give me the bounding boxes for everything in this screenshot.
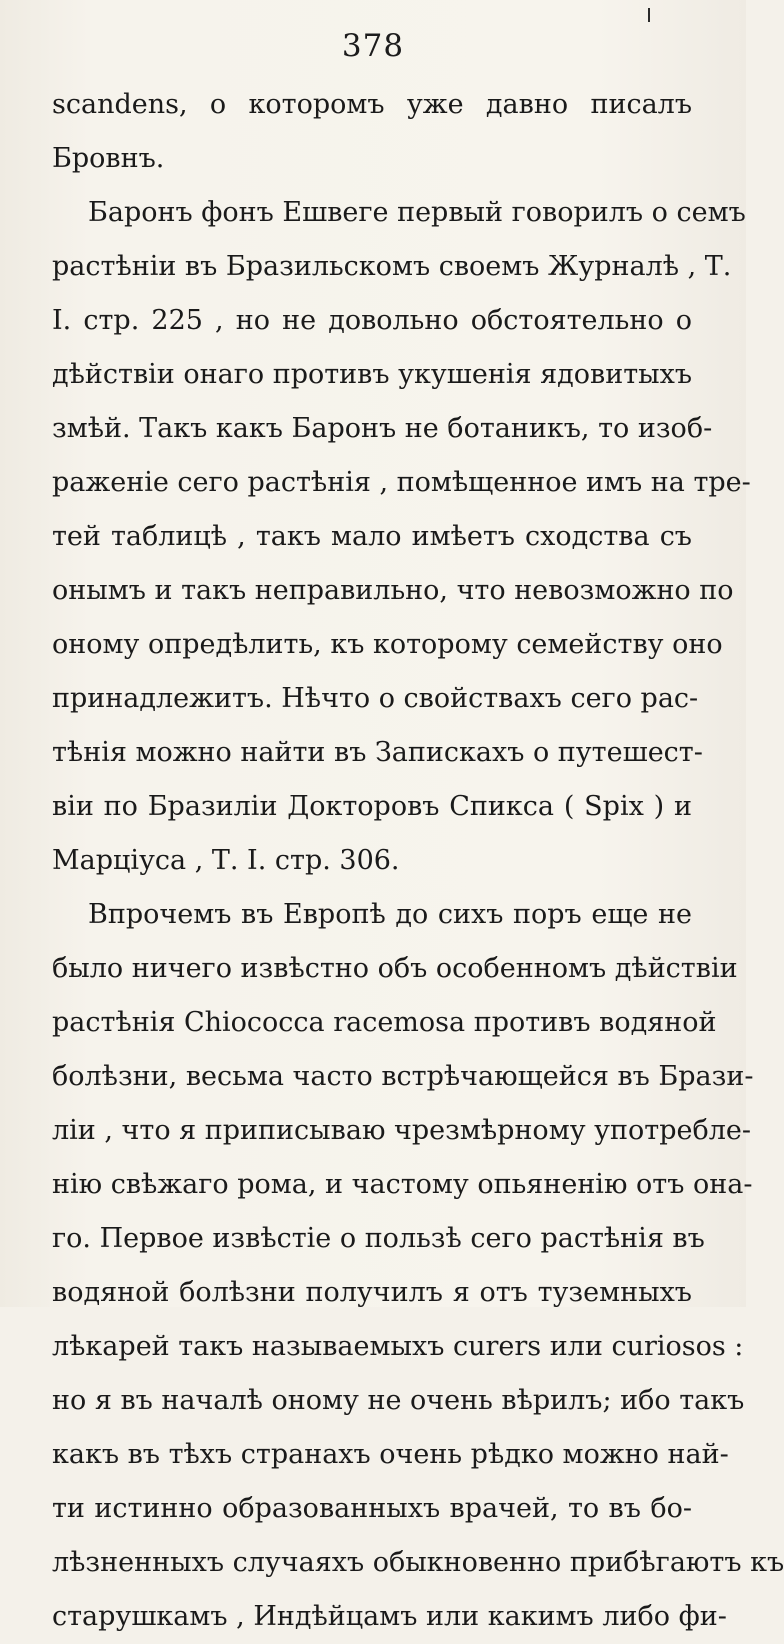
margin-mark <box>648 8 650 22</box>
text-line: тѣнія можно найти въ Запискахъ о путешест- <box>52 737 703 768</box>
text-line: было ничего извѣстно объ особенномъ дѣйствіи <box>52 953 738 984</box>
text-line: онымъ и такъ неправильно, что невозможно по <box>52 575 734 606</box>
text-line: болѣзни, весьма часто встрѣчающейся въ Брази- <box>52 1061 754 1092</box>
text-line: Баронъ фонъ Ешвеге первый говорилъ о семъ <box>88 197 746 228</box>
text-line: віи по Бразиліи Докторовъ Спикса ( Spix ) и <box>52 791 692 822</box>
text-line: растѣніи въ Бразильскомъ своемъ Журналѣ , Т. <box>52 251 732 282</box>
text-line: ліи , что я приписываю чрезмѣрному употребле- <box>52 1115 752 1146</box>
text-line: Марціуса , Т. I. стр. 306. <box>52 845 400 876</box>
text-line: лѣзненныхъ случаяхъ обыкновенно прибѣгаютъ къ <box>52 1547 784 1578</box>
text-line: старушкамъ , Индѣйцамъ или какимъ либо фи- <box>52 1601 727 1632</box>
text-line: тей таблицѣ , такъ мало имѣетъ сходства съ <box>52 521 692 552</box>
text-line: лѣкарей такъ называемыхъ curers или curiosos : <box>52 1331 744 1362</box>
text-line: дѣйствіи онаго противъ укушенія ядовитыхъ <box>52 359 693 390</box>
text-line: водяной болѣзни получилъ я отъ туземныхъ <box>52 1277 692 1308</box>
text-line: какъ въ тѣхъ странахъ очень рѣдко можно най- <box>52 1439 729 1470</box>
text-line: змѣй. Такъ какъ Баронъ не ботаникъ, то изоб- <box>52 413 713 444</box>
text-line: растѣнія Chiococca racemosa противъ водяной <box>52 1007 717 1038</box>
text-line: scandens, о которомъ уже давно писалъ <box>52 89 692 120</box>
body-text <box>52 78 784 1644</box>
text-line: го. Первое извѣстіе о пользѣ сего растѣнія въ <box>52 1223 705 1254</box>
page-number: 378 <box>341 28 405 64</box>
text-line: но я въ началѣ оному не очень вѣрилъ; ибо такъ <box>52 1385 745 1416</box>
text-line: раженіе сего растѣнія , помѣщенное имъ на тре- <box>52 467 751 498</box>
text-line: оному опредѣлить, къ которому семейству оно <box>52 629 723 660</box>
text-line: нію свѣжаго рома, и частому опьяненію отъ она- <box>52 1169 753 1200</box>
text-line: ти истинно образованныхъ врачей, то въ бо- <box>52 1493 692 1524</box>
text-line: I. стр. 225 , но не довольно обстоятельно о <box>52 305 692 336</box>
text-line: Впрочемъ въ Европѣ до сихъ поръ еще не <box>88 899 692 930</box>
text-line: принадлежитъ. Нѣчто о свойствахъ сего рас- <box>52 683 699 714</box>
text-line: Бровнъ. <box>52 143 165 174</box>
